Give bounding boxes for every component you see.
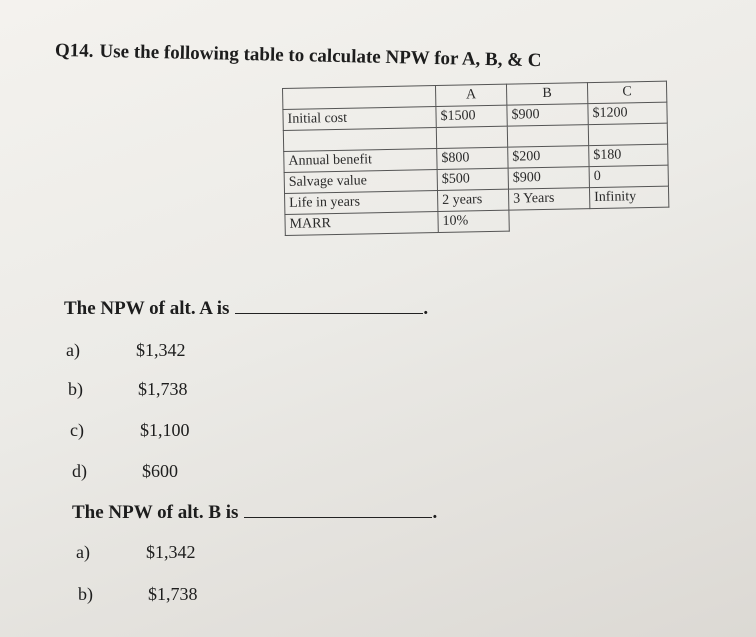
option-value: $1,342 (136, 340, 186, 360)
option-letter: d) (72, 461, 87, 481)
part-a-option (70, 420, 190, 441)
part-a-option (72, 461, 178, 482)
part-b-prompt-text: The NPW of alt. B is (72, 502, 239, 523)
spacer-cell (283, 128, 436, 152)
part-b-period: . (432, 502, 438, 523)
cell-b: $200 (508, 146, 589, 169)
option-value: $1,738 (148, 584, 198, 604)
question-heading (55, 40, 542, 72)
part-a-prompt-text: The NPW of alt. A is (64, 298, 230, 319)
part-b-option (78, 584, 198, 605)
question-number: Q14. (54, 40, 94, 62)
cell-a: $800 (437, 147, 508, 169)
cell-b: $900 (508, 167, 589, 190)
cell-a: $1500 (436, 105, 507, 127)
option-letter: b) (68, 379, 83, 399)
question-text: Use the following table to calculate NPW for A, B, & C (99, 40, 542, 72)
option-value: $1,738 (138, 379, 188, 399)
spacer-cell (507, 125, 588, 148)
part-b-answer-blank (244, 517, 432, 518)
row-label: MARR (285, 212, 438, 236)
option-letter: a) (66, 340, 80, 360)
cell-c: $1200 (588, 102, 667, 125)
cell-c: 0 (589, 165, 668, 188)
row-label: Annual benefit (284, 149, 437, 173)
part-a-option (68, 379, 188, 400)
part-a-period: . (423, 298, 429, 319)
part-b-prompt (72, 502, 437, 524)
header-blank-cell (283, 86, 436, 110)
header-alt-a: A (435, 84, 506, 106)
spacer-cell (436, 126, 507, 148)
alternatives-table (282, 81, 670, 236)
part-a-option (66, 340, 186, 361)
row-label: Initial cost (283, 107, 436, 131)
cell-b: $900 (507, 104, 588, 127)
part-b-option (76, 542, 196, 563)
header-alt-c: C (587, 81, 666, 104)
cell-c: Infinity (589, 186, 668, 209)
cell-c: $180 (589, 144, 668, 167)
option-letter: a) (76, 542, 90, 562)
cell-a: $500 (437, 168, 508, 190)
header-alt-b: B (506, 83, 587, 106)
option-letter: c) (70, 420, 84, 440)
option-letter: b) (78, 584, 93, 604)
cell-b (509, 209, 590, 232)
part-a-answer-blank (235, 313, 423, 314)
part-a-prompt (64, 298, 428, 320)
cell-b: 3 Years (508, 188, 589, 211)
cell-c (590, 207, 669, 230)
row-label: Salvage value (284, 170, 437, 194)
option-value: $1,100 (140, 420, 190, 440)
option-value: $600 (142, 461, 178, 481)
row-label: Life in years (285, 191, 438, 215)
cell-a: 10% (438, 210, 509, 232)
cell-a: 2 years (437, 189, 508, 211)
spacer-cell (588, 123, 667, 146)
option-value: $1,342 (146, 542, 196, 562)
data-table-wrapper (282, 81, 670, 236)
